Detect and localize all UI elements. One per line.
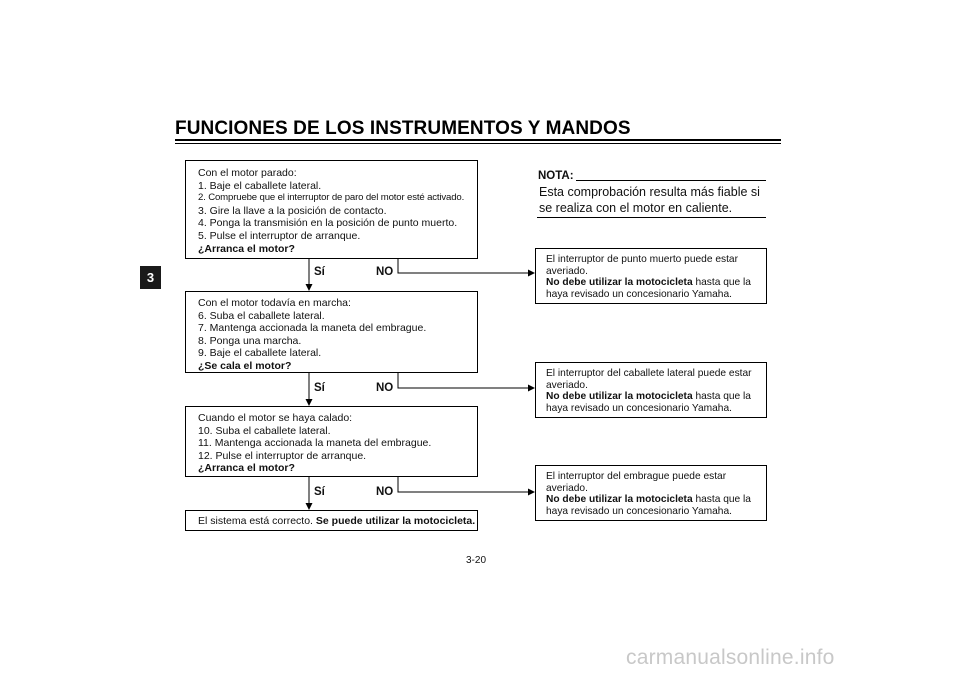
- step1-line: 2. Compruebe que el interruptor de paro del motor esté activado.: [198, 192, 465, 204]
- fault-box-sidestand-switch: [535, 362, 767, 418]
- fault1-line1: El interruptor de punto muerto puede estar: [546, 254, 738, 265]
- fault2-line1: El interruptor del caballete lateral puede estar: [546, 368, 752, 379]
- no-label-3: NO: [376, 486, 394, 498]
- flow-step-1-box: [185, 160, 478, 259]
- no-arrow-2: [398, 373, 534, 388]
- step2-line: 6. Suba el caballete lateral.: [198, 309, 325, 322]
- step2-line: Con el motor todavía en marcha:: [198, 297, 351, 309]
- step3-line: 10. Suba el caballete lateral.: [198, 424, 331, 437]
- step2-line: 9. Baje el caballete lateral.: [198, 347, 322, 360]
- fault2-line4: haya revisado un concesionario Yamaha.: [546, 402, 732, 414]
- result-text: El sistema está correcto.: [198, 515, 313, 527]
- flow-step-3-box: [185, 406, 478, 477]
- step3-line: Cuando el motor se haya calado:: [198, 412, 353, 424]
- fault3-line4: haya revisado un concesionario Yamaha.: [546, 505, 732, 517]
- fault2-bold: No debe utilizar la motocicleta: [546, 391, 693, 403]
- flow-step-2-box: [185, 291, 478, 373]
- fault3-bold: No debe utilizar la motocicleta: [546, 494, 693, 506]
- no-label-1: NO: [376, 266, 394, 278]
- fault3-rest: hasta que la: [695, 494, 751, 506]
- fault2-line2: averiado.: [546, 379, 588, 391]
- step1-line: 4. Ponga la transmisión en la posición de punto muerto.: [198, 217, 458, 230]
- fault-box-clutch-switch: [535, 465, 767, 521]
- page-number: 3-20: [466, 555, 487, 566]
- no-arrow-3: [398, 477, 534, 492]
- step1-line: 1. Baje el caballete lateral.: [198, 179, 322, 192]
- step2-line: 8. Ponga una marcha.: [198, 334, 302, 347]
- step1-line: 3. Gire la llave a la posición de contacto.: [198, 204, 387, 217]
- step1-line: Con el motor parado:: [198, 167, 297, 179]
- step1-line: 5. Pulse el interruptor de arranque.: [198, 229, 361, 242]
- fault1-rest: hasta que la: [695, 277, 751, 289]
- flow-result-box: [185, 510, 478, 531]
- fault1-bold: No debe utilizar la motocicleta: [546, 277, 693, 289]
- note-label: NOTA:: [538, 170, 574, 182]
- result-bold: Se puede utilizar la motocicleta.: [315, 515, 476, 527]
- note-rule-bottom: [537, 217, 766, 218]
- fault3-line1: El interruptor del embrague puede estar: [546, 471, 727, 482]
- fault3-line2: averiado.: [546, 482, 588, 494]
- step2-question: ¿Se cala el motor?: [198, 359, 292, 372]
- chapter-tab: 3: [140, 266, 161, 289]
- yes-label-2: Sí: [314, 382, 325, 394]
- fault1-line2: averiado.: [546, 265, 588, 277]
- note-text: Esta comprobación resulta más fiable si se realiza con el motor en caliente.: [539, 185, 760, 215]
- watermark: carmanualsonline.info: [626, 646, 835, 669]
- fault1-line4: haya revisado un concesionario Yamaha.: [546, 288, 732, 300]
- step3-question: ¿Arranca el motor?: [198, 462, 295, 475]
- step1-question: ¿Arranca el motor?: [198, 242, 295, 255]
- no-label-2: NO: [376, 382, 394, 394]
- step2-line: 7. Mantenga accionada la maneta del embrague.: [198, 322, 427, 335]
- page-title: FUNCIONES DE LOS INSTRUMENTOS Y MANDOS: [175, 118, 631, 139]
- fault-box-neutral-switch: [535, 248, 767, 304]
- step3-line: 12. Pulse el interruptor de arranque.: [198, 449, 367, 462]
- step3-line: 11. Mantenga accionada la maneta del embrague.: [198, 437, 432, 450]
- fault2-rest: hasta que la: [695, 391, 751, 403]
- no-arrow-1: [398, 259, 534, 273]
- yes-label-1: Sí: [314, 266, 325, 278]
- note-rule-top: [576, 180, 766, 181]
- yes-label-3: Sí: [314, 486, 325, 498]
